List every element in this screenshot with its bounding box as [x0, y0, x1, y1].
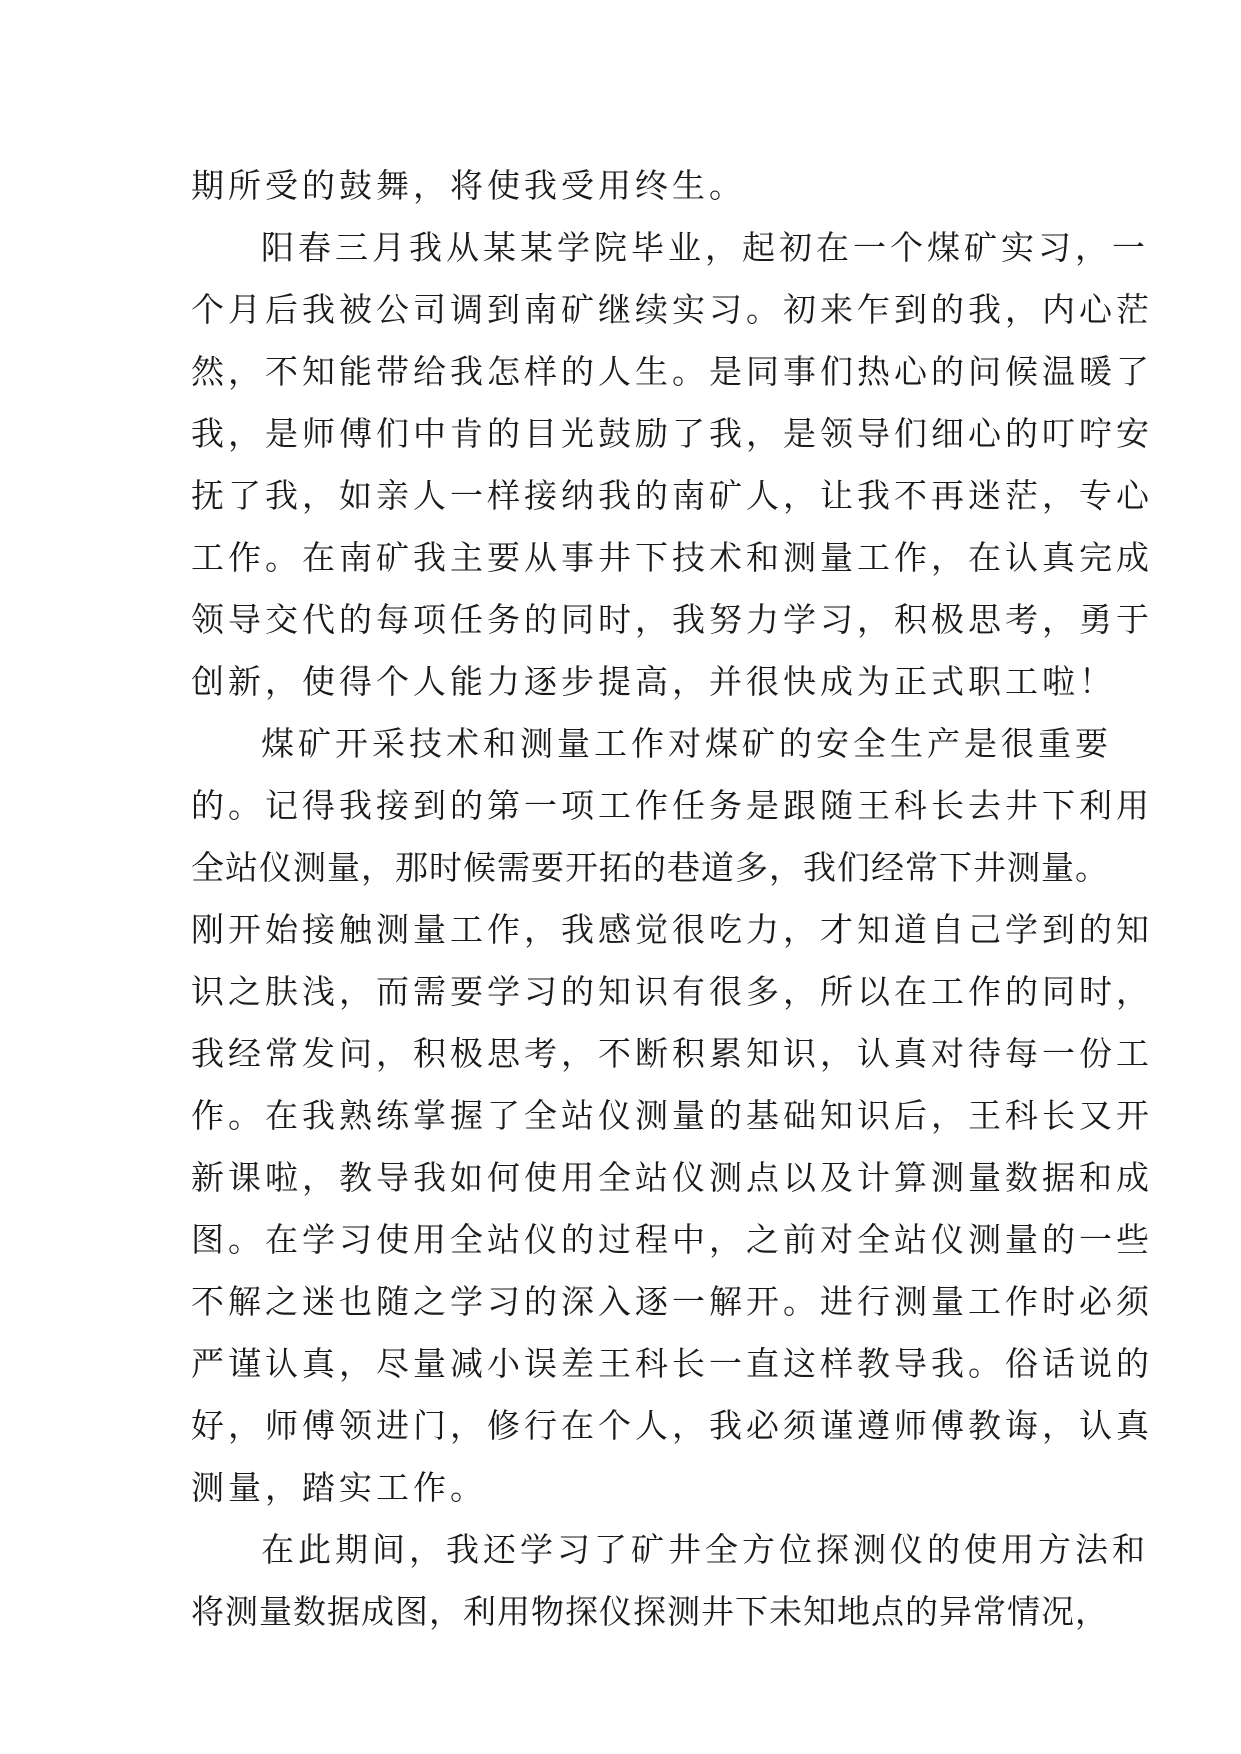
text-line: 识之肤浅，而需要学习的知识有很多，所以在工作的同时， — [191, 972, 1153, 1011]
text-line: 作。在我熟练掌握了全站仪测量的基础知识后，王科长又开 — [191, 1096, 1153, 1135]
text-line: 测量，踏实工作。 — [191, 1468, 487, 1507]
document-body — [191, 155, 1153, 1643]
text-line: 抚了我，如亲人一样接纳我的南矿人，让我不再迷茫，专心 — [191, 476, 1153, 515]
text-line: 领导交代的每项任务的同时，我努力学习，积极思考，勇于 — [191, 600, 1153, 639]
text-line: 我经常发问，积极思考，不断积累知识，认真对待每一份工 — [191, 1034, 1153, 1073]
paragraph-first-line: 煤矿开采技术和测量工作对煤矿的安全生产是很重要 — [261, 724, 1112, 763]
text-line: 刚开始接触测量工作，我感觉很吃力，才知道自己学到的知 — [191, 910, 1153, 949]
text-line: 工作。在南矿我主要从事井下技术和测量工作，在认真完成 — [191, 538, 1153, 577]
text-line: 期所受的鼓舞，将使我受用终生。 — [191, 166, 746, 205]
text-line: 全站仪测量，那时候需要开拓的巷道多，我们经常下井测量。 — [191, 848, 1109, 887]
text-line: 不解之迷也随之学习的深入逐一解开。进行测量工作时必须 — [191, 1282, 1153, 1321]
text-line: 将测量数据成图，利用物探仪探测井下未知地点的异常情况， — [191, 1592, 1109, 1631]
text-line: 个月后我被公司调到南矿继续实习。初来乍到的我，内心茫 — [191, 290, 1153, 329]
paragraph-first-line: 阳春三月我从某某学院毕业，起初在一个煤矿实习，一 — [261, 228, 1149, 267]
text-line: 好，师傅领进门，修行在个人，我必须谨遵师傅教诲，认真 — [191, 1406, 1153, 1445]
text-line: 图。在学习使用全站仪的过程中，之前对全站仪测量的一些 — [191, 1220, 1153, 1259]
text-line: 严谨认真，尽量减小误差王科长一直这样教导我。俗话说的 — [191, 1344, 1153, 1383]
text-line: 然，不知能带给我怎样的人生。是同事们热心的问候温暖了 — [191, 352, 1153, 391]
text-line: 我，是师傅们中肯的目光鼓励了我，是领导们细心的叮咛安 — [191, 414, 1153, 453]
paragraph-first-line: 在此期间，我还学习了矿井全方位探测仪的使用方法和 — [261, 1530, 1149, 1569]
text-line: 新课啦，教导我如何使用全站仪测点以及计算测量数据和成 — [191, 1158, 1153, 1197]
text-line: 的。记得我接到的第一项工作任务是跟随王科长去井下利用 — [191, 786, 1153, 825]
text-line: 创新，使得个人能力逐步提高，并很快成为正式职工啦！ — [191, 662, 1116, 701]
